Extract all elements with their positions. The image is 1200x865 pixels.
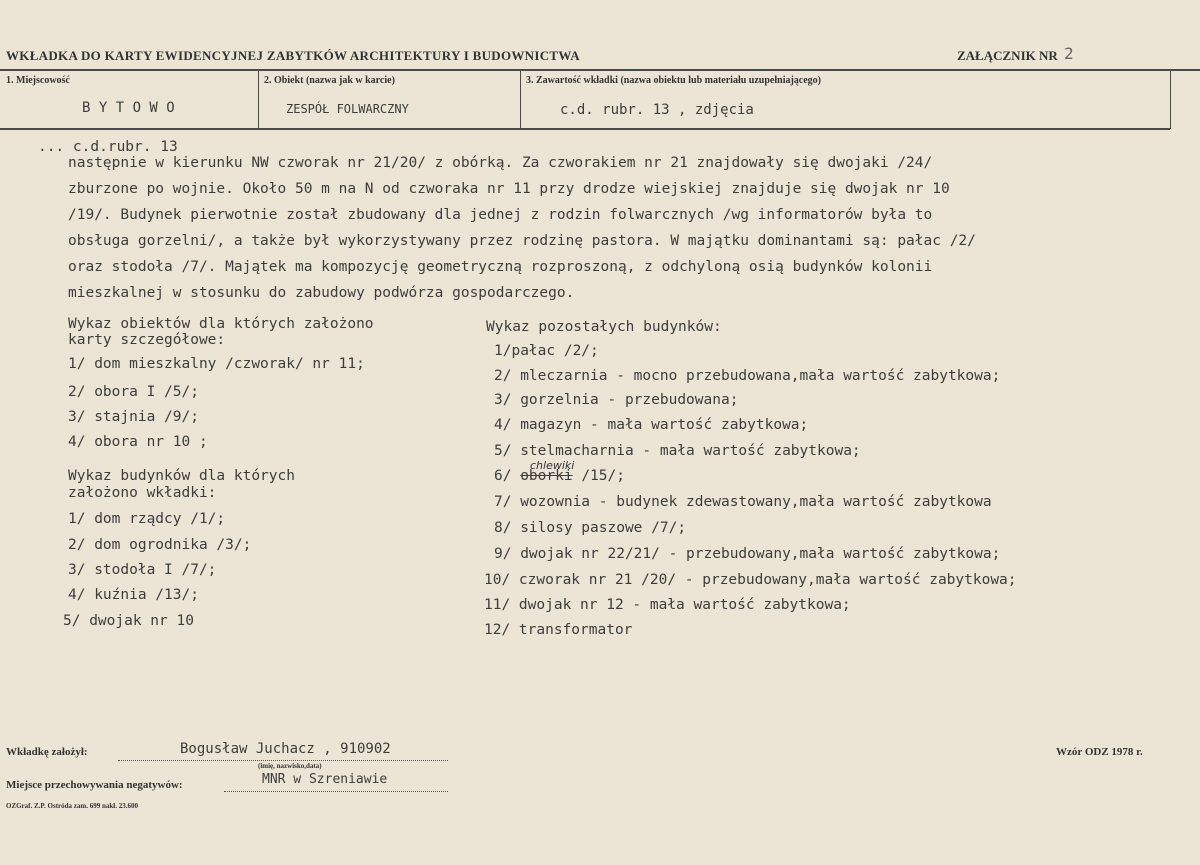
list-item: 2/ mleczarnia - mocno przebudowana,mała wartość zabytkowa; <box>494 368 1001 384</box>
list-item: 1/ dom rządcy /1/; <box>68 511 226 527</box>
list-item: 8/ silosy paszowe /7/; <box>494 520 687 536</box>
list-item: 5/ stelmacharnia - mała wartość zabytkowa; <box>494 443 861 459</box>
field-1-value: B Y T O W O <box>82 100 175 116</box>
list-item: 4/ magazyn - mała wartość zabytkowa; <box>494 417 809 433</box>
list-item: 5/ dwojak nr 10 <box>63 613 194 629</box>
body-line-0: ... c.d.rubr. 13 <box>38 139 178 155</box>
list-item: 1/pałac /2/; <box>494 343 599 359</box>
list-item: 4/ kuźnia /13/; <box>68 587 199 603</box>
storage-line <box>224 791 448 792</box>
field-divider-2 <box>520 70 521 129</box>
struck-word: oborki <box>520 468 573 484</box>
body-line-6: mieszkalnej w stosunku do zabudowy podwórza gospodarczego. <box>68 285 575 301</box>
made-by-value: Bogusław Juchacz , 910902 <box>180 741 391 757</box>
left-heading-2-line-1: Wykaz budynków dla których <box>68 468 295 484</box>
made-by-hint: (imię, nazwisko,data) <box>258 762 322 770</box>
header-rule-bottom <box>0 128 1170 130</box>
list-item: 9/ dwojak nr 22/21/ - przebudowany,mała wartość zabytkowa; <box>494 546 1001 562</box>
list-item-6-rest: /15/; <box>572 468 625 484</box>
list-item: 12/ transformator <box>484 622 633 638</box>
handwritten-correction: chlewiki <box>530 459 575 472</box>
storage-value: MNR w Szreniawie <box>262 772 388 787</box>
list-item-6-number: 6/ <box>494 468 521 484</box>
field-3-label: 3. Zawartość wkładki (nazwa obiektu lub materiału uzupełniającego) <box>526 75 822 86</box>
form-model-label: Wzór ODZ 1978 r. <box>1056 746 1143 758</box>
right-heading: Wykaz pozostałych budynków: <box>486 319 722 335</box>
storage-label: Miejsce przechowywania negatywów: <box>6 779 183 791</box>
made-by-label: Wkładkę założył: <box>6 746 88 758</box>
body-line-1: następnie w kierunku NW czworak nr 21/20/ z obórką. Za czworakiem nr 21 znajdowały się dwojaki /24/ <box>68 155 933 171</box>
list-item: 4/ obora nr 10 ; <box>68 434 208 450</box>
field-1-label: 1. Miejscowość <box>6 75 70 86</box>
left-heading-1-line-2: karty szczegółowe: <box>68 332 226 348</box>
field-2-value: ZESPÓŁ FOLWARCZNY <box>286 102 409 116</box>
list-item: 2/ obora I /5/; <box>68 384 199 400</box>
list-item: 3/ stodoła I /7/; <box>68 562 217 578</box>
made-by-line <box>118 760 448 761</box>
body-line-4: obsługa gorzelni/, a także był wykorzystywany przez rodzinę pastora. W majątku dominantami są: pałac /2/ <box>68 233 976 249</box>
list-item: 3/ gorzelnia - przebudowana; <box>494 392 739 408</box>
body-line-3: /19/. Budynek pierwotnie został zbudowany dla jednej z rodzin folwarcznych /wg informatorów była to <box>68 207 933 223</box>
list-item: 1/ dom mieszkalny /czworak/ nr 11; <box>68 356 365 372</box>
body-line-5: oraz stodoła /7/. Majątek ma kompozycję geometryczną rozproszoną, z odchyloną osią budynków kolonii <box>68 259 933 275</box>
right-edge-rule <box>1170 70 1171 129</box>
left-heading-1-line-1: Wykaz obiektów dla których założono <box>68 316 374 332</box>
list-item: 3/ stajnia /9/; <box>68 409 199 425</box>
left-heading-2-line-2: założono wkładki: <box>68 485 217 501</box>
header-rule-top <box>0 69 1200 71</box>
list-item: 2/ dom ogrodnika /3/; <box>68 537 252 553</box>
list-item: 10/ czworak nr 21 /20/ - przebudowany,mała wartość zabytkowa; <box>484 572 1017 588</box>
field-2-label: 2. Obiekt (nazwa jak w karcie) <box>264 75 395 86</box>
form-title: WKŁADKA DO KARTY EWIDENCYJNEJ ZABYTKÓW ARCHITEKTURY I BUDOWNICTWA <box>6 48 580 63</box>
list-item: 11/ dwojak nr 12 - mała wartość zabytkowa; <box>484 597 851 613</box>
body-line-2: zburzone po wojnie. Około 50 m na N od czworaka nr 11 przy drodze wiejskiej znajduje się dwojak nr 10 <box>68 181 950 197</box>
attachment-number: 2 <box>1064 44 1074 63</box>
print-info: OZGraf. Z.P. Ostróda zam. 699 nakł. 23.600 <box>6 802 138 810</box>
field-divider-1 <box>258 70 259 129</box>
attachment-label: ZAŁĄCZNIK NR <box>957 48 1058 63</box>
list-item: 7/ wozownia - budynek zdewastowany,mała wartość zabytkowa <box>494 494 992 510</box>
field-3-value: c.d. rubr. 13 , zdjęcia <box>560 102 754 118</box>
